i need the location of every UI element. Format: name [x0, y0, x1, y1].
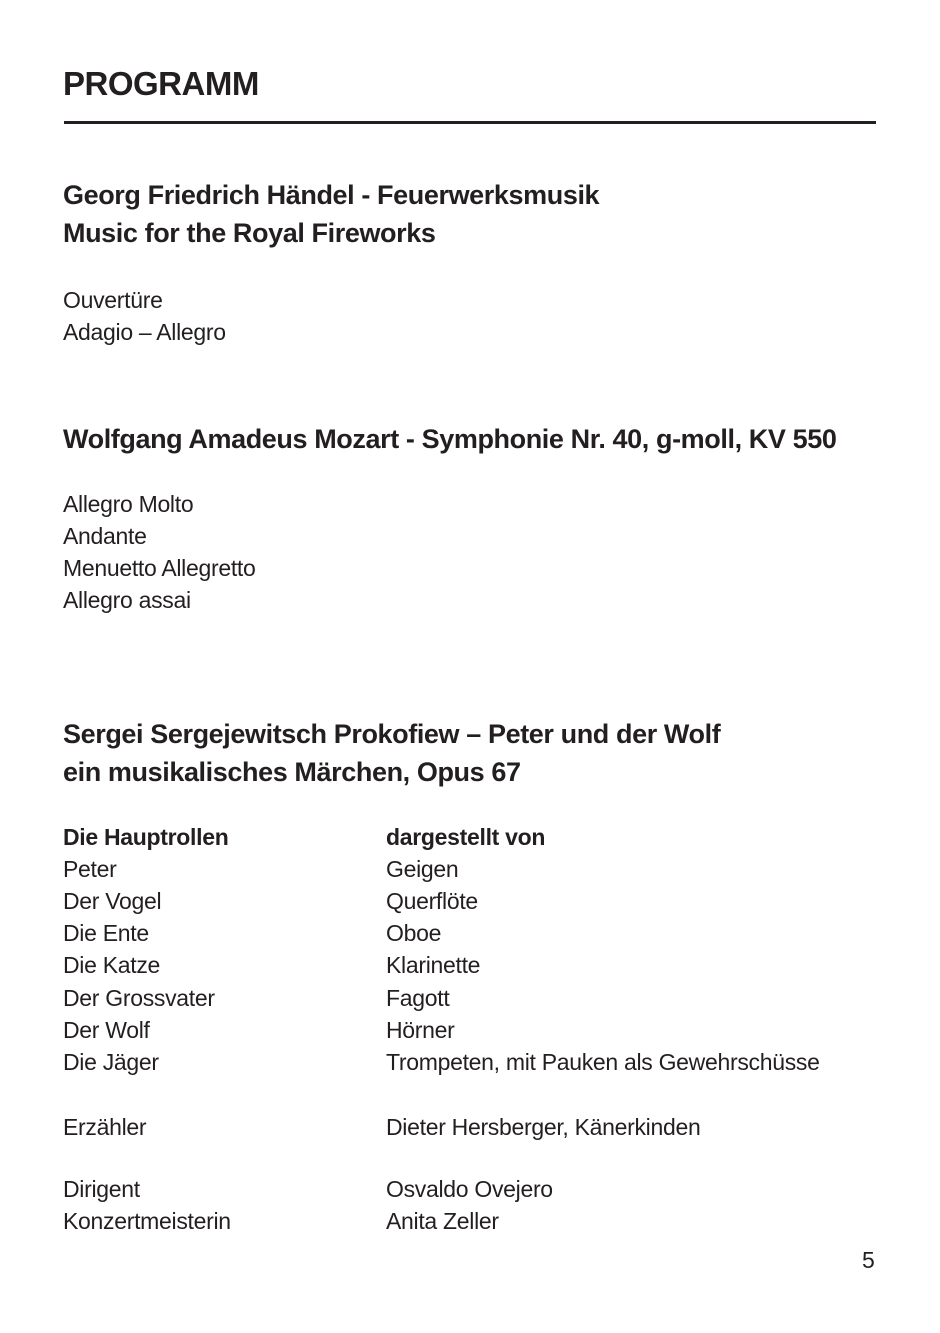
role-name: Der Vogel: [63, 888, 162, 914]
role-name: Der Wolf: [63, 1017, 150, 1043]
role-name: Die Jäger: [63, 1049, 159, 1075]
heading-line: Sergei Sergejewitsch Prokofiew – Peter und der Wolf: [63, 719, 721, 749]
section-mozart-heading: [63, 420, 836, 458]
role-name: Peter: [63, 856, 117, 882]
credit-label: Dirigent: [63, 1176, 140, 1202]
page-number: 5: [862, 1247, 875, 1273]
movement: Ouvertüre: [63, 287, 163, 313]
role-instrument: Klarinette: [386, 952, 481, 978]
heading-line: Music for the Royal Fireworks: [63, 218, 436, 248]
role-instrument: Geigen: [386, 856, 459, 882]
role-name: Der Grossvater: [63, 985, 215, 1011]
page-title: PROGRAMM: [63, 65, 259, 102]
heading-line: Georg Friedrich Händel - Feuerwerksmusik: [63, 180, 600, 210]
role-name: Die Katze: [63, 952, 161, 978]
movement: Adagio – Allegro: [63, 319, 226, 345]
roles-header-left: Die Hauptrollen: [63, 824, 229, 850]
roles-header-right: dargestellt von: [386, 824, 546, 850]
title-rule: [64, 121, 876, 124]
heading-line: ein musikalisches Märchen, Opus 67: [63, 757, 521, 787]
section-prokofiew-heading: [63, 715, 720, 791]
role-instrument: Fagott: [386, 985, 450, 1011]
section-haendel-heading: [63, 176, 599, 252]
credit-name: Anita Zeller: [386, 1208, 499, 1234]
role-instrument: Hörner: [386, 1017, 455, 1043]
movement: Allegro Molto: [63, 491, 194, 517]
role-name: Die Ente: [63, 920, 149, 946]
movement: Menuetto Allegretto: [63, 555, 256, 581]
credit-name: Osvaldo Ovejero: [386, 1176, 553, 1202]
role-instrument: Trompeten, mit Pauken als Gewehrschüsse: [386, 1049, 820, 1075]
narrator-name: Dieter Hersberger, Känerkinden: [386, 1114, 701, 1140]
movement: Andante: [63, 523, 147, 549]
heading-line: Wolfgang Amadeus Mozart - Symphonie Nr. 40, g-moll, KV 550: [63, 424, 837, 454]
narrator-label: Erzähler: [63, 1114, 147, 1140]
credit-label: Konzertmeisterin: [63, 1208, 231, 1234]
role-instrument: Querflöte: [386, 888, 478, 914]
role-instrument: Oboe: [386, 920, 442, 946]
movement: Allegro assai: [63, 587, 191, 613]
